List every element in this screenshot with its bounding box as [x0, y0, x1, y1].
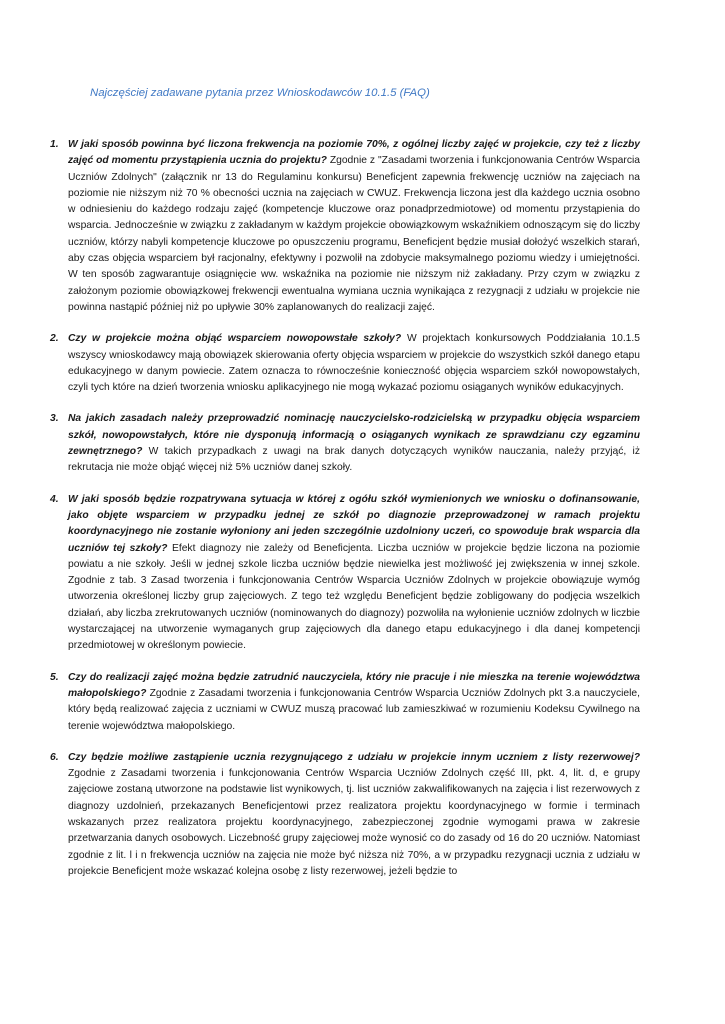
question-text: W jaki sposób powinna być liczona frekwencja na poziomie 70%, z ogólnej liczby zajęć w projekcie, czy też z liczby zajęć od momentu przystąpienia ucznia do projektu?	[68, 139, 640, 167]
question-text: W jaki sposób będzie rozpatrywana sytuacja w której z ogółu szkół wymienionych we wniosku o dofinansowanie, jako objęte wsparciem w przypadku jednej ze szkół po diagnozie przeprowadzonej w ramach projektu koordynacyjnego nie zostanie wyłoniony ani jeden szczególnie uzdolniony uczeń, co spowoduje brak wsparcia dla uczniów tej szkoły?	[68, 493, 640, 554]
faq-item-5	[50, 670, 640, 735]
item-number: 2.	[50, 333, 59, 345]
item-number: 4.	[50, 493, 59, 505]
question-text: Czy będzie możliwe zastąpienie ucznia rezygnującego z udziału w projekcie innym uczniem z listy rezerwowej?	[68, 751, 640, 763]
answer-text: Zgodnie z "Zasadami tworzenia i funkcjonowania Centrów Wsparcia Uczniów Zdolnych" (załącznik nr 13 do Regulaminu konkursu) Beneficjent zapewnia frekwencję uczniów na zajęciach na poziomie nie niższym niż 70 % obecności ucznia na zajęciach w CWUZ. Frekwencja liczona jest dla każdego ucznia osobno w odniesieniu do każdego rodzaju zajęć (kompetencje kluczowe oraz ponadprzedmiotowe) od momentu przystąpienia do wsparcia. Jednocześnie w związku z zakładanym w każdym projekcie obowiązkowym wskaźnikiem odnoszącym się do liczby uczniów, którzy nabyli kompetencje kluczowe po opuszczeniu programu, Beneficjent będzie musiał dołożyć wszelkich starań, aby czas objęcia wsparciem był racjonalny, efektywny i pozwolił na zdobycie maksymalnego poziomu wiedzy i umiejętności. W ten sposób zagwarantuje osiągnięcie ww. wskaźnika na poziomie nie niższym niż zakładany. Przy czym w związku z założonym poziomie obowiązkowej frekwencji ewentualna wymiana ucznia wynikająca z rezygnacji z udziału w projekcie nie powinna nastąpić później niż po upływie 30% zaplanowanych do realizacji zajęć.	[68, 155, 641, 313]
answer-text: W takich przypadkach z uwagi na brak danych dotyczących wyników nauczania, należy przyjąć, iż rekrutacja nie może objąć więcej niż 5% uczniów danej szkoły.	[68, 446, 640, 474]
answer-text: W projektach konkursowych Poddziałania 10.1.5 wszyscy wnioskodawcy mają obowiązek skierowania oferty objęcia wsparciem w projekcie do wszystkich szkół danego etapu edukacyjnego w danym powiecie. Zatem oznacza to równocześnie konieczność objęcia wsparciem szkół nowopowstałych, czyli tych które na dzień tworzenia wniosku aplikacyjnego nie mogą wykazać poziomu osiąganych wyników edukacyjnych.	[68, 333, 640, 394]
faq-item-4	[50, 492, 640, 655]
faq-item-1	[50, 137, 640, 316]
item-number: 3.	[50, 413, 59, 425]
question-text: Na jakich zasadach należy przeprowadzić nominację nauczycielsko-rodzicielską w przypadku objęcia wsparciem szkół, nowopowstałych, które nie dysponują informacją o osiąganych wynikach ze sprawdzianu czy egzaminu zewnętrznego?	[68, 413, 640, 458]
answer-text: Zgodnie z Zasadami tworzenia i funkcjonowania Centrów Wsparcia Uczniów Zdolnych część III, pkt. 4, lit. d, e grupy zajęciowe zostaną utworzone na podstawie list wynikowych, tj. list uczniów zakwalifikowanych na zajęcia i list rezerwowych z diagnozy uzdolnień, przekazanych Beneficjentowi przez realizatora projektu koordynacyjnego w formie i terminach wskazanych przez realizatora projektu koordynacyjnego, zabezpieczonej zgodnie wymogami prawa w zakresie przetwarzania danych osobowych. Liczebność grupy zajęciowej może wynosić co do zasady od 16 do 20 uczniów. Natomiast zgodnie z lit. l i n frekwencja uczniów na zajęcia nie może być niższa niż 70%, a w przypadku rezygnacji ucznia z udziału w projekcie Beneficjent może wskazać kolejna osobę z listy rezerwowej, jeżeli będzie to	[68, 768, 640, 877]
document-title: Najczęściej zadawane pytania przez Wnioskodawców 10.1.5 (FAQ)	[90, 87, 430, 99]
item-number: 1.	[50, 139, 59, 150]
question-text: Czy w projekcie można objąć wsparciem nowopowstałe szkoły?	[68, 333, 402, 345]
answer-text: Zgodnie z Zasadami tworzenia i funkcjonowania Centrów Wsparcia Uczniów Zdolnych pkt 3.a nauczyciele, który będą realizować zajęcia z uczniami w CWUZ muszą pracować lub zamieszkiwać w rozumieniu Kodeksu Cywilnego na terenie województwa małopolskiego.	[68, 687, 640, 732]
faq-list	[50, 137, 640, 895]
faq-item-2	[50, 331, 640, 396]
faq-item-6	[50, 750, 640, 880]
faq-item-3	[50, 411, 640, 476]
item-number: 6.	[50, 751, 59, 763]
item-number: 5.	[50, 671, 59, 683]
question-text: Czy do realizacji zajęć można będzie zatrudnić nauczyciela, który nie pracuje i nie mieszka na terenie województwa małopolskiego?	[68, 671, 640, 699]
answer-text: Efekt diagnozy nie zależy od Beneficjenta. Liczba uczniów w projekcie będzie liczona na poziomie powiatu a nie szkoły. Jeśli w jednej szkole liczba uczniów będzie niewielka jest możliwość jej zwiększenia w innej szkole. Zgodnie z tab. 3 Zasad tworzenia i funkcjonowania Centrów Wsparcia Uczniów Zdolnych w projekcie obowiązuje wymóg utworzenia określonej liczby grup zajęciowych. Z tego też względu Beneficjent będzie zobligowany do podjęcia wszelkich działań, aby liczba zrekrutowanych uczniów (nominowanych do diagnozy) pozwoliła na wyłonienie uczniów zdolnych w liczbie wystarczającej na utworzenie wymaganych grup zajęciowych dla danego etapu edukacyjnego i dla danej kompetencji przedmiotowej w określonym powiecie.	[68, 542, 641, 652]
